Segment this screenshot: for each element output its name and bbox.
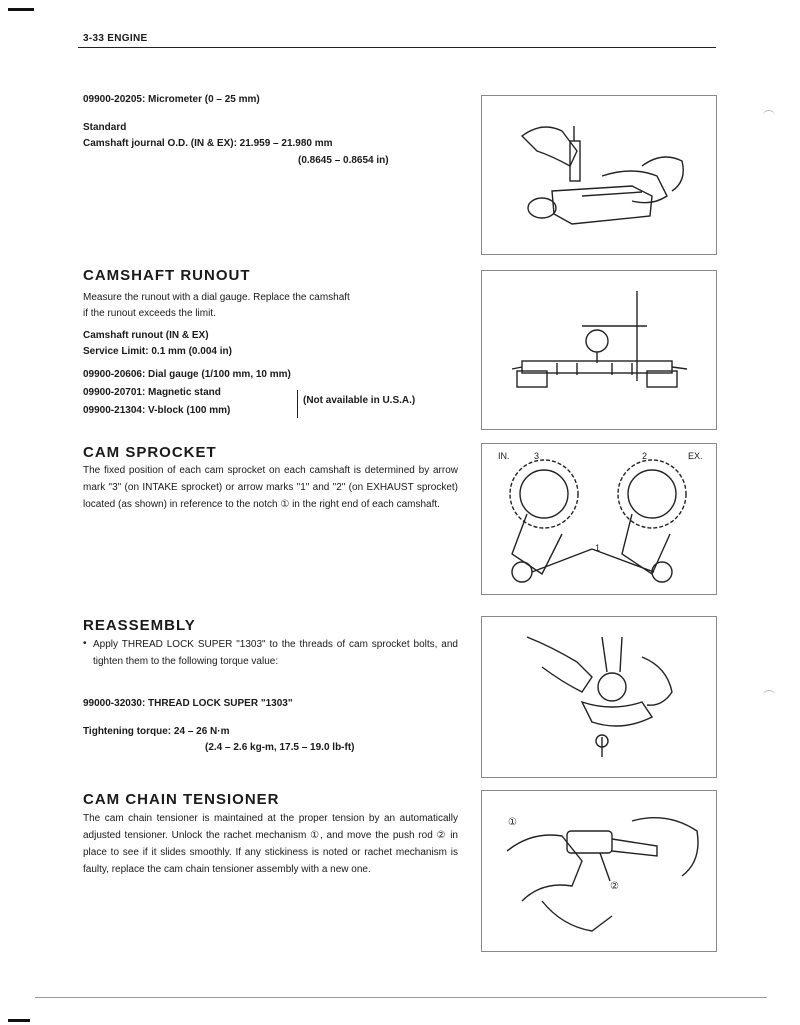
runout-service-limit: Service Limit: 0.1 mm (0.004 in) [83, 346, 232, 357]
section-title-tensioner: CAM CHAIN TENSIONER [83, 791, 280, 808]
thread-lock-product: 99000-32030: THREAD LOCK SUPER "1303" [83, 698, 293, 709]
micrometer-figure [481, 95, 717, 255]
section-title-sprocket: CAM SPROCKET [83, 444, 217, 461]
sprocket-body: The fixed position of each cam sprocket on each camshaft is determined by arrow mark "3" (on INTAKE sprocket) or arrow marks "1" and "2" (on EXHAUST sprocket) located (as shown) in reference to the notch ① in the right end of each camshaft. [83, 465, 458, 510]
tensioner-body: The cam chain tensioner is maintained at the proper tension by an automatically adjusted tensioner. Unlock the rachet mechanism ①, and move the push rod ② in place to see if it slides smoothly. If any stickiness is noted or rachet mechanism is faulty, replace the cam chain tensioner assembly with a new one. [83, 813, 458, 875]
journal-spec-inch: (0.8645 – 0.8654 in) [298, 155, 389, 166]
fig-label-1: ① [508, 817, 517, 828]
runout-tool-v-block: 09900-21304: V-block (100 mm) [83, 405, 231, 416]
fig-label-2: ② [610, 881, 619, 892]
standard-label: Standard [83, 122, 127, 133]
reassembly-body: Apply THREAD LOCK SUPER "1303" to the threads of cam sprocket bolts, and tighten them to the following torque value: [93, 639, 458, 667]
fig-label-2: 2 [642, 451, 648, 461]
binding-gutter-mark [763, 110, 775, 121]
fig-label-3: 3 [534, 451, 540, 461]
runout-body-2: if the runout exceeds the limit. [83, 308, 216, 319]
binding-gutter-mark [763, 690, 775, 701]
page-header: 3-33 ENGINE [83, 33, 148, 44]
runout-tool-dial-gauge: 09900-20606: Dial gauge (1/100 mm, 10 mm) [83, 369, 291, 380]
bracket-line [297, 390, 298, 418]
tightening-torque-alt: (2.4 – 2.6 kg-m, 17.5 – 19.0 lb-ft) [205, 742, 355, 753]
tightening-torque: Tightening torque: 24 – 26 N·m [83, 726, 230, 737]
header-rule [78, 47, 716, 48]
page-corner-mark [8, 1019, 30, 1022]
runout-spec-label: Camshaft runout (IN & EX) [83, 330, 209, 341]
runout-body-1: Measure the runout with a dial gauge. Replace the camshaft [83, 292, 350, 303]
fig-label-in: IN. [498, 451, 510, 461]
footer-rule [35, 997, 767, 998]
runout-tool-magnetic-stand: 09900-20701: Magnetic stand [83, 387, 221, 398]
journal-spec: Camshaft journal O.D. (IN & EX): 21.959 – 21.980 mm [83, 138, 333, 149]
reassembly-figure [481, 616, 717, 778]
tensioner-figure [481, 790, 717, 952]
section-title-runout: CAMSHAFT RUNOUT [83, 267, 251, 284]
fig-label-1: 1 [595, 543, 601, 553]
page-corner-mark [8, 8, 34, 11]
micrometer-tool-line: 09900-20205: Micrometer (0 – 25 mm) [83, 94, 260, 105]
cam-sprocket-figure [481, 443, 717, 595]
bullet: • [83, 638, 87, 649]
section-title-reassembly: REASSEMBLY [83, 617, 196, 634]
runout-note: (Not available in U.S.A.) [303, 395, 416, 406]
fig-label-ex: EX. [688, 451, 703, 461]
runout-figure [481, 270, 717, 430]
